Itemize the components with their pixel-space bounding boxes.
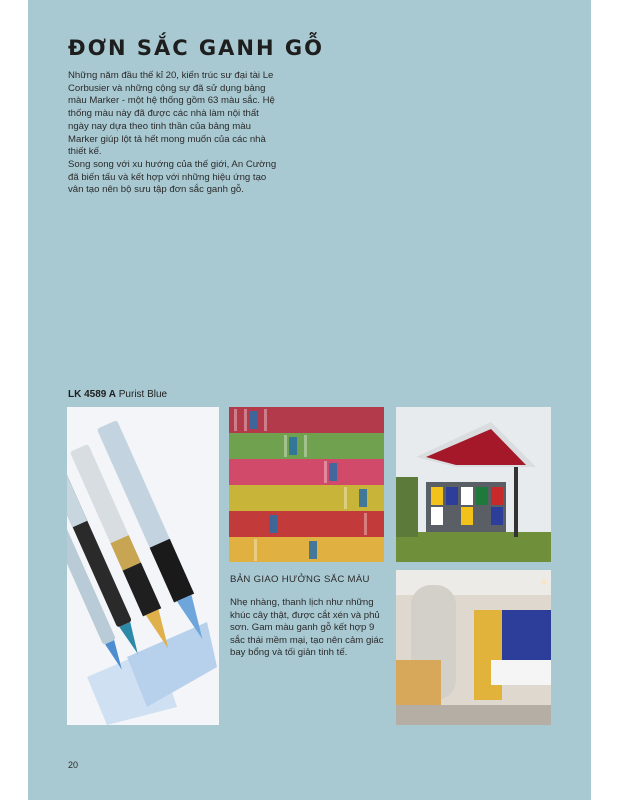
marker-caps-photo <box>229 407 384 562</box>
page-number: 20 <box>68 760 79 770</box>
product-name: Purist Blue <box>118 389 168 400</box>
section-body: Nhẹ nhàng, thanh lịch như những khúc cây thật, được cắt xén và phủ sơn. Gam màu ganh gỗ kết hợp 9 sắc thái mềm mại, tạo nên cảm giác bay bổng và tối giản tinh tế. <box>230 597 384 658</box>
product-code: LK 4589 A <box>68 389 116 400</box>
page-background <box>28 0 591 800</box>
section-heading: BẢN GIAO HƯỞNG SẮC MÀU <box>230 574 370 585</box>
page-title: ĐƠN SẮC GANH GỖ <box>68 36 324 60</box>
intro-paragraph-1: Những năm đầu thế kỉ 20, kiến trúc sư đại tài Le Corbusier và những cộng sự đã sử dụng bảng màu Marker - một hệ thống gồm 63 màu sắc. Hệ thống màu này đã được các nhà làm nội thất ngày nay dựa theo tinh thần của bảng màu Marker giúp lột tả hết mong muốn của các nhà thiết kế. <box>68 70 275 158</box>
interior-photo <box>396 570 551 725</box>
intro-paragraph-2: Song song với xu hướng của thế giới, An Cường đã biến tấu và kết hợp với những hiệu ứng tạo vân tạo nên bộ sưu tập đơn sắc ganh gỗ. <box>68 158 277 196</box>
markers-photo <box>67 407 219 725</box>
product-code-line <box>68 389 167 400</box>
intro-text <box>68 70 278 197</box>
pavilion-photo <box>396 407 551 562</box>
